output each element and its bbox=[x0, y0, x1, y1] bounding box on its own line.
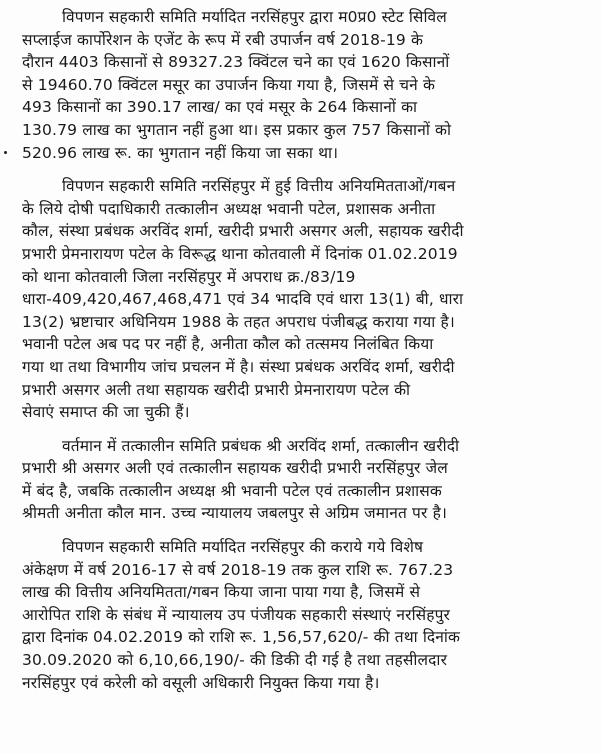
text-line: प्रभारी श्री असगर अली एवं तत्कालीन सहायक खरीदी प्रभारी नरसिंहपुर जेल bbox=[22, 459, 448, 478]
paragraph-3 bbox=[22, 435, 584, 525]
paragraph-2 bbox=[22, 175, 584, 424]
text-line: दौरान 4403 किसानों से 89327.23 क्विंटल चने का एवं 1620 किसानों bbox=[22, 53, 450, 72]
text-line: कौल, संस्था प्रबंधक अरविंद शर्मा, खरीदी प्रभारी असगर अली, सहायक खरीदी bbox=[22, 222, 464, 241]
text-line: 130.79 लाख का भुगतान नहीं हुआ था। इस प्रकार कुल 757 किसानों को bbox=[22, 120, 452, 139]
text-line: विपणन सहकारी समिति मर्यादित नरसिंहपुर द्वारा म0प्र0 स्टेट सिविल bbox=[62, 8, 447, 26]
paragraph-1 bbox=[22, 6, 584, 164]
text-line: विपणन सहकारी समिति मर्यादित नरसिंहपुर की कराये गये विशेष bbox=[62, 538, 424, 557]
margin-mark bbox=[4, 151, 7, 154]
text-line: गया था तथा विभागीय जांच प्रचलन में है। संस्था प्रबंधक अरविंद शर्मा, खरीदी bbox=[22, 357, 455, 376]
text-line: आरोपित राशि के संबंध में न्यायालय उप पंजीयक सहकारी संस्थाएं नरसिंहपुर bbox=[22, 605, 451, 624]
text-line: 30.09.2020 को 6,10,66,190/- की डिकी दी गई है तथा तहसीलदार bbox=[22, 651, 448, 670]
text-line: से 19460.70 क्विंटल मसूर का उपार्जन किया गया है, जिसमें से चने के bbox=[22, 75, 436, 94]
text-line: 13(2) भ्रष्टाचार अधिनियम 1988 के तहत अपराध पंजीबद्ध कराया गया है। bbox=[22, 312, 455, 331]
text-line: 520.96 लाख रू. का भुगतान नहीं किया जा सका था। bbox=[22, 143, 339, 162]
text-line: में बंद है, जबकि तत्कालीन अध्यक्ष श्री भवानी पटेल एवं तत्कालीन प्रशासक bbox=[22, 481, 442, 500]
text-line: प्रभारी प्रेमनारायण पटेल के विरूद्ध थाना कोतवाली में दिनांक 01.02.2019 bbox=[22, 244, 458, 263]
text-line: सेवाएं समाप्त की जा चुकी हैं। bbox=[22, 403, 190, 422]
text-line: भवानी पटेल अब पद पर नहीं है, अनीता कौल को तत्समय निलंबित किया bbox=[22, 335, 434, 354]
text-line: अंकेक्षण में वर्ष 2016-17 से वर्ष 2018-19 तक कुल राशि रू. 767.23 bbox=[22, 560, 454, 579]
text-line: नरसिंहपुर एवं करेली को वसूली अधिकारी नियुक्त किया गया है। bbox=[22, 673, 380, 692]
text-line: लाख की वित्तीय अनियमितता/गबन किया जाना पाया गया है, जिसमें से bbox=[22, 583, 421, 602]
text-line: सप्लाईज कार्पोरेशन के एजेंट के रूप में रबी उपार्जन वर्ष 2018-19 के bbox=[22, 30, 424, 49]
text-line: प्रभारी असगर अली तथा सहायक खरीदी प्रभारी प्रेमनारायण पटेल की bbox=[22, 380, 411, 399]
text-line: धारा-409,420,467,468,471 एवं 34 भादवि एवं धारा 13(1) बी, धारा bbox=[22, 290, 464, 309]
text-line: को थाना कोतवाली जिला नरसिंहपुर में अपराध क्र./83/19 bbox=[22, 267, 356, 286]
text-line: 493 किसानों का 390.17 लाख/ का एवं मसूर के 264 किसानों का bbox=[22, 98, 418, 117]
text-line: श्रीमती अनीता कौल मान. उच्च न्यायालय जबलपुर से अग्रिम जमानत पर है। bbox=[22, 504, 447, 523]
text-line: के लिये दोषी पदाधिकारी तत्कालीन अध्यक्ष भवानी पटेल, प्रशासक अनीता bbox=[22, 199, 436, 218]
text-line: विपणन सहकारी समिति नरसिंहपुर में हुई वित्तीय अनियमितताओं/गबन bbox=[62, 177, 456, 196]
text-line: वर्तमान में तत्कालीन समिति प्रबंधक श्री अरविंद शर्मा, तत्कालीन खरीदी bbox=[62, 436, 460, 455]
text-line: द्वारा दिनांक 04.02.2019 को राशि रू. 1,56,57,620/- की तथा दिनांक bbox=[22, 628, 461, 647]
paragraph-4 bbox=[22, 536, 584, 694]
